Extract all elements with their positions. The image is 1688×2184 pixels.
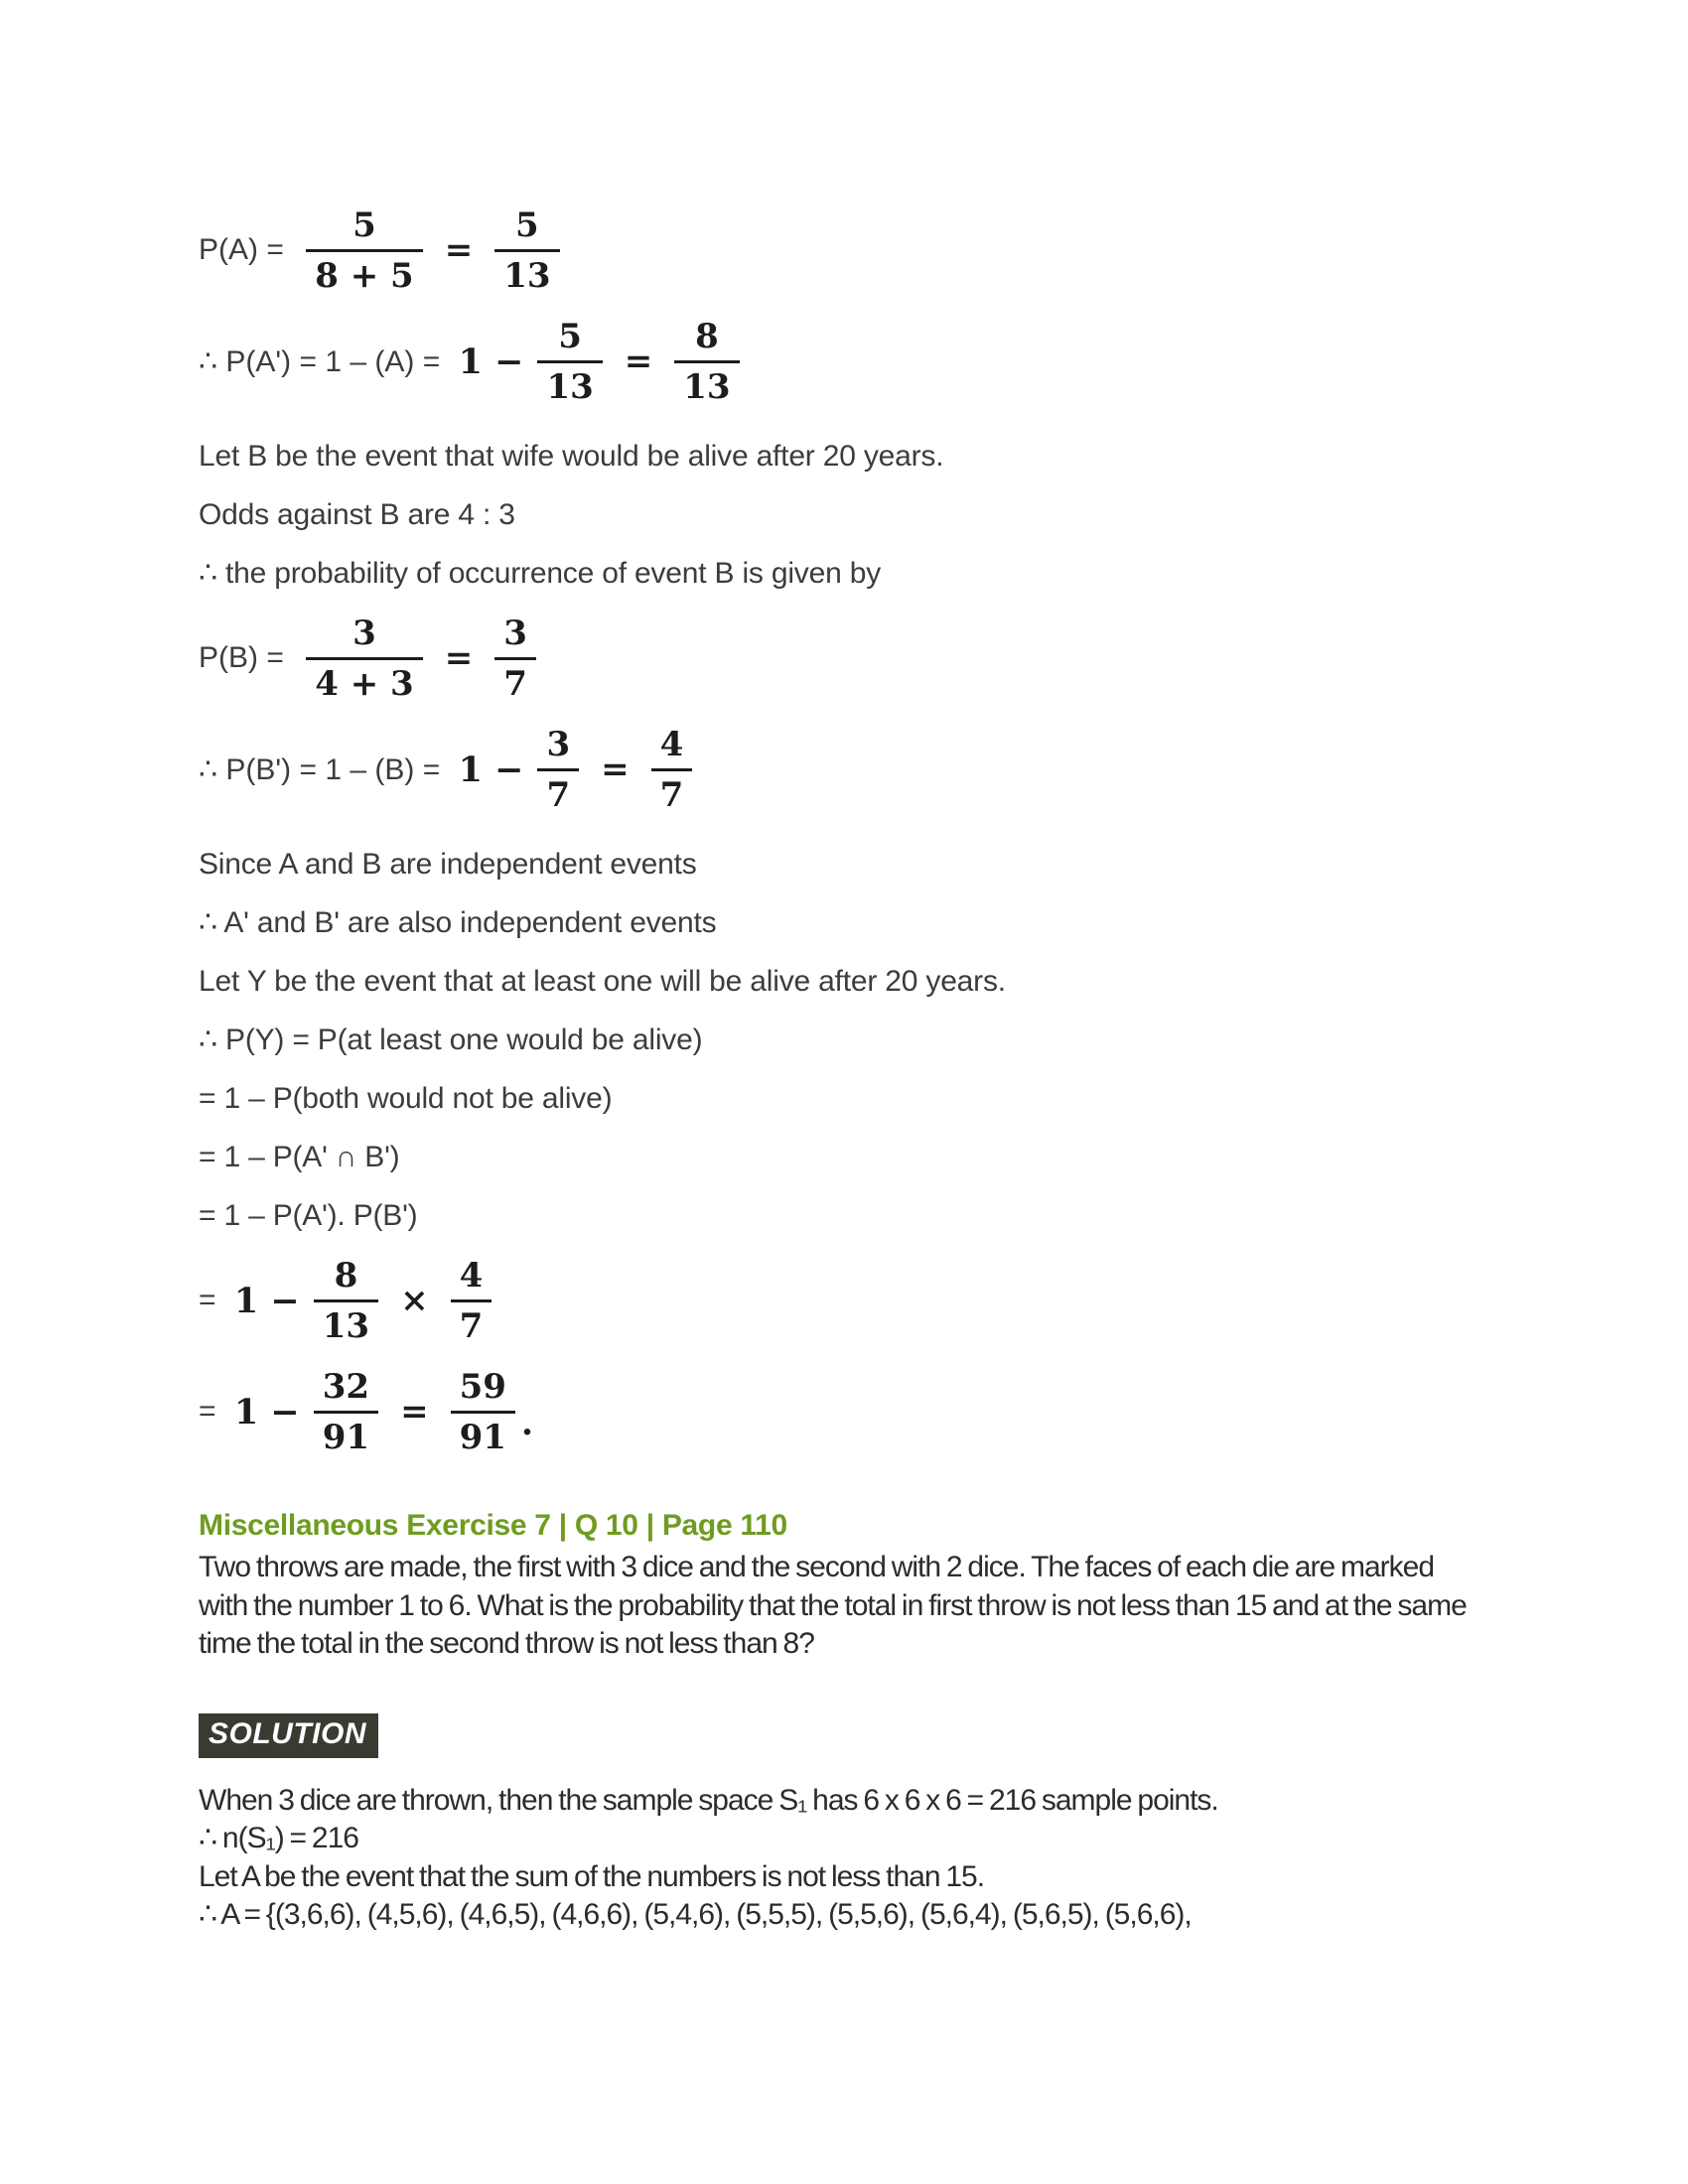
- fraction-denominator: 13: [537, 360, 602, 406]
- fraction: [306, 206, 422, 295]
- statement-line: Let Y be the event that at least one will be alive after 20 years.: [199, 965, 1006, 998]
- fraction: [674, 318, 739, 406]
- solution-text-line: Let A be the event that the sum of the numbers is not less than 15.: [199, 1859, 985, 1893]
- statement-line: ∴ A' and B' are also independent events: [199, 906, 717, 939]
- solution-text-line: ∴ n(S₁) = 216: [199, 1822, 358, 1854]
- equation-line: [199, 1255, 1509, 1346]
- fraction: [494, 206, 559, 295]
- equation-text: ∴ P(B') = 1 – (B) =: [199, 752, 449, 786]
- equation-text: 1 −: [233, 1280, 300, 1321]
- fraction-denominator: 13: [314, 1299, 378, 1345]
- fraction-denominator: 13: [674, 360, 739, 406]
- math-operator: =: [444, 230, 474, 270]
- fraction: [314, 1257, 378, 1345]
- fraction-numerator: 5: [558, 316, 582, 356]
- fraction: [537, 318, 602, 406]
- math-operator: =: [624, 341, 653, 381]
- fraction: [451, 1368, 515, 1456]
- equation-text: 1 −: [458, 341, 524, 382]
- equation-text: =: [199, 1395, 224, 1428]
- equation-line: [199, 1366, 1509, 1457]
- solution-text-line: ∴ A = {(3,6,6), (4,5,6), (4,6,5), (4,6,6), (5,4,6), (5,5,5), (5,5,6), (5,6,4), (5,6,5), (5,6,6),: [199, 1898, 1192, 1931]
- fraction: [314, 1368, 378, 1456]
- math-operator: =: [400, 1392, 429, 1432]
- fraction-numerator: 4: [659, 724, 684, 764]
- fraction-denominator: 7: [651, 768, 693, 814]
- equation-text: .: [520, 1403, 534, 1443]
- exercise-heading: Miscellaneous Exercise 7 | Q 10 | Page 110: [199, 1509, 787, 1542]
- fraction: [451, 1257, 492, 1345]
- statement-line: ∴ the probability of occurrence of event B is given by: [199, 557, 881, 590]
- solution-badge: SOLUTION: [199, 1713, 378, 1758]
- math-operator: =: [444, 638, 474, 678]
- equation-line: [199, 724, 1509, 815]
- equation-line: [199, 316, 1509, 407]
- equation-text: ∴ P(A') = 1 – (A) =: [199, 344, 449, 378]
- solution-text-line: When 3 dice are thrown, then the sample space S₁ has 6 x 6 x 6 = 216 sample points.: [199, 1783, 1218, 1817]
- statement-line: = 1 – P(A'). P(B'): [199, 1199, 418, 1232]
- statement-line: Let B be the event that wife would be alive after 20 years.: [199, 440, 944, 473]
- working-lines: [199, 205, 1509, 1457]
- fraction: [306, 614, 422, 703]
- fraction-denominator: 7: [537, 768, 579, 814]
- fraction-numerator: 8: [695, 316, 719, 356]
- math-operator: =: [601, 750, 630, 789]
- fraction-numerator: 3: [503, 613, 527, 653]
- equation-line: [199, 205, 1509, 296]
- math-operator: ×: [400, 1281, 429, 1320]
- fraction: [537, 726, 579, 814]
- fraction-denominator: 91: [314, 1411, 378, 1456]
- fraction-numerator: 59: [459, 1366, 506, 1407]
- statement-line: ∴ P(Y) = P(at least one would be alive): [199, 1024, 703, 1056]
- fraction-denominator: 8 + 5: [306, 249, 422, 295]
- fraction-denominator: 4 + 3: [306, 657, 422, 703]
- equation-line: [199, 613, 1509, 704]
- statement-line: = 1 – P(A' ∩ B'): [199, 1141, 400, 1173]
- equation-text: 1 −: [458, 749, 524, 790]
- solution-lines: [199, 1782, 1509, 1935]
- statement-line: Odds against B are 4 : 3: [199, 498, 515, 531]
- fraction-numerator: 8: [334, 1255, 358, 1296]
- equation-text: =: [199, 1284, 224, 1316]
- fraction-denominator: 13: [494, 249, 559, 295]
- equation-text: P(A) =: [199, 233, 293, 266]
- equation-text: 1 −: [233, 1391, 300, 1433]
- page-content: [199, 195, 1509, 1935]
- fraction-denominator: 91: [451, 1411, 515, 1456]
- statement-line: = 1 – P(both would not be alive): [199, 1082, 613, 1115]
- fraction: [494, 614, 536, 703]
- fraction-numerator: 5: [352, 205, 376, 245]
- fraction-denominator: 7: [494, 657, 536, 703]
- fraction-numerator: 4: [459, 1255, 484, 1296]
- fraction: [651, 726, 693, 814]
- equation-text: P(B) =: [199, 641, 293, 674]
- fraction-numerator: 32: [322, 1366, 370, 1407]
- fraction-denominator: 7: [451, 1299, 492, 1345]
- question-text: Two throws are made, the first with 3 dice and the second with 2 dice. The faces of each die are marked with the number 1 to 6. What is the probability that the total in first throw is not less than 15 and at the same time the total in the second throw is not less than 8?: [199, 1551, 1467, 1660]
- statement-line: Since A and B are independent events: [199, 848, 697, 881]
- fraction-numerator: 3: [352, 613, 376, 653]
- fraction-numerator: 5: [515, 205, 539, 245]
- fraction-numerator: 3: [546, 724, 571, 764]
